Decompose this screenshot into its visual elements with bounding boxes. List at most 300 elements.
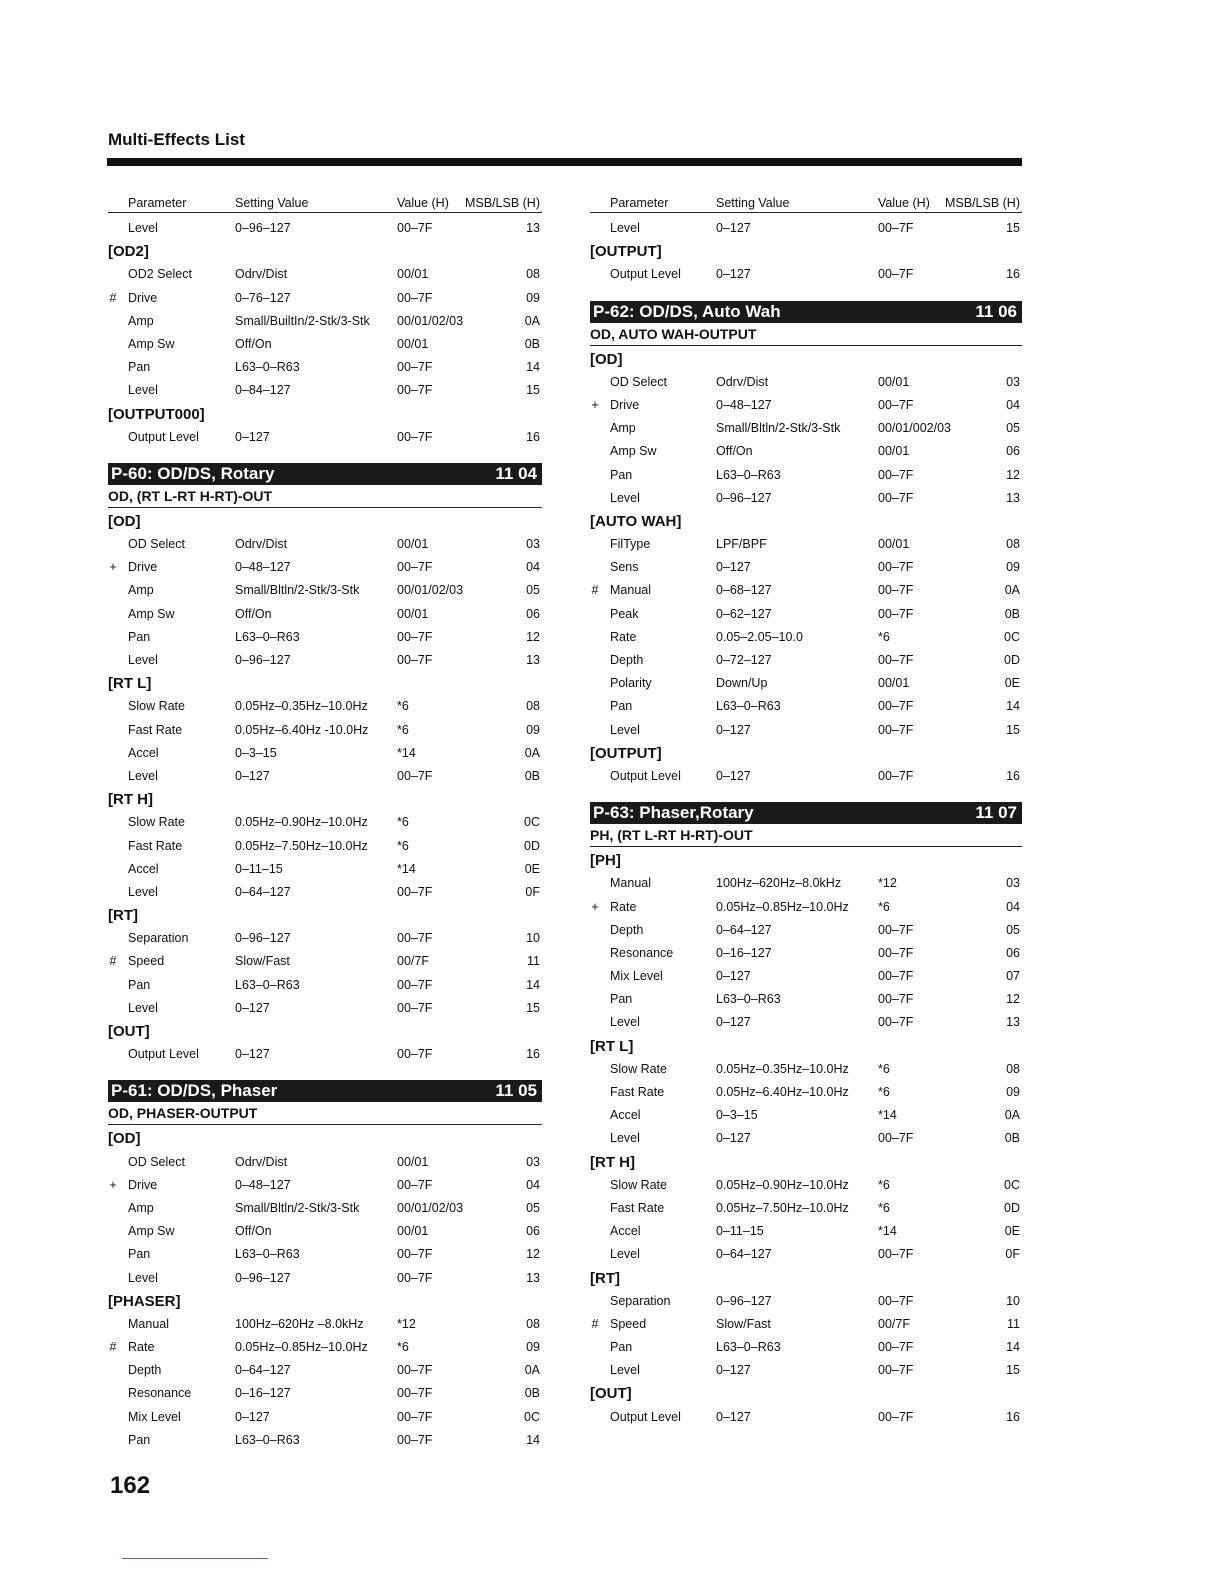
footer-rule [122,1558,268,1559]
param-name: Slow Rate [610,1061,667,1076]
param-name: Resonance [128,1386,192,1401]
setting-value: 0–96–127 [235,653,291,667]
setting-value: Off/On [235,1224,272,1239]
setting-value: Small/Bltln/2-Stk/3-Stk [235,1200,360,1215]
param-name: Level [128,653,158,667]
setting-value: 0–127 [235,1047,270,1062]
param-name: Mix Level [610,969,663,984]
msb-lsb: 04 [526,1177,540,1192]
msb-lsb: 08 [1006,537,1020,552]
param-row [590,1174,1022,1197]
value-hex: *14 [878,1224,897,1239]
group-heading: [RT] [590,1269,620,1287]
value-hex: 00–7F [397,1000,433,1015]
group-heading: [OD] [108,512,141,530]
param-table [108,263,542,402]
value-hex: 00–7F [397,977,433,992]
value-hex: 00–7F [397,768,433,783]
param-row [590,394,1022,417]
msb-lsb: 14 [526,360,540,375]
group-heading: [PHASER] [108,1292,181,1310]
msb-lsb: 11 [1007,1316,1020,1331]
param-name: Separation [610,1293,671,1308]
param-name: Amp [128,583,154,598]
param-name: Fast Rate [610,1085,665,1099]
row-mark: # [591,1316,599,1331]
msb-lsb: 0A [524,745,540,760]
param-row [108,1043,542,1066]
setting-value: 0–68–127 [716,583,772,598]
row-mark: + [591,397,599,412]
param-table [108,1151,542,1290]
patch-header-p61 [108,1080,542,1102]
param-row [108,997,542,1020]
value-hex: 00/01 [878,676,910,691]
msb-lsb: 0D [1004,653,1020,667]
patch-code: 11 06 [975,301,1017,321]
value-hex: *14 [878,1108,897,1123]
msb-lsb: 04 [1006,397,1020,412]
param-row [108,333,542,356]
column-header-setting: Setting Value [716,196,790,210]
param-table [590,371,1022,510]
row-mark: # [109,954,117,969]
setting-value: L63–0–R63 [235,360,300,375]
value-hex: 00/01 [878,537,910,552]
msb-lsb: 16 [1006,1409,1020,1424]
param-name: Pan [128,629,151,644]
setting-value: Off/On [235,336,272,351]
setting-value: 100Hz–620Hz–8.0kHz [716,876,842,891]
msb-lsb: 0E [1004,1224,1020,1239]
param-name: Accel [610,1224,641,1239]
value-hex: *6 [397,815,409,830]
value-hex: 00–7F [397,931,433,946]
setting-value: 0.05Hz–7.50Hz–10.0Hz [235,838,368,853]
row-mark: + [109,1177,117,1192]
param-row [108,1313,542,1336]
group-heading: [OUT] [590,1385,632,1403]
param-row [108,742,542,765]
value-hex: *6 [878,629,890,644]
param-name: Manual [610,583,651,598]
param-name: Level [610,722,640,737]
setting-value: Off/On [716,444,753,459]
param-name: Level [128,884,158,899]
param-row [590,1220,1022,1243]
column-header [108,190,542,213]
setting-value: 0–127 [716,560,751,575]
value-hex: 00–7F [878,1340,914,1355]
param-name: Rate [610,899,637,914]
value-hex: 00–7F [397,1409,433,1424]
param-name: Pan [128,977,151,992]
setting-value: 0–127 [716,768,751,783]
column-header-msb: MSB/LSB (H) [944,196,1020,210]
msb-lsb: 13 [526,653,540,667]
row-mark: # [109,1340,117,1355]
msb-lsb: 13 [1006,1015,1020,1030]
param-row [590,556,1022,579]
param-row [108,263,542,286]
param-row [108,835,542,858]
param-row [108,533,542,556]
param-name: Amp Sw [128,606,175,621]
param-name: Output Level [128,1047,199,1062]
group-heading: [RT H] [108,791,153,809]
param-row [590,719,1022,742]
msb-lsb: 03 [1006,374,1020,389]
routing-line: OD, (RT L-RT H-RT)-OUT [108,485,542,508]
value-hex: 00–7F [397,1047,433,1062]
group-heading: [OUT] [108,1023,150,1040]
param-row [590,1359,1022,1382]
msb-lsb: 0A [1004,1108,1020,1123]
param-table [108,695,542,788]
setting-value: Small/BuiltIn/2-Stk/3-Stk [235,313,370,328]
value-hex: 00–7F [397,221,433,235]
page-section-title: Multi-Effects List [108,130,245,149]
msb-lsb: 0C [524,815,540,830]
setting-value: L63–0–R63 [235,1432,300,1447]
param-row [108,310,542,333]
patch-name: P-61: OD/DS, Phaser [111,1081,278,1101]
param-row [590,1243,1022,1266]
msb-lsb: 09 [526,722,540,737]
setting-value: 0–11–15 [235,861,283,876]
msb-lsb: 0B [524,1386,540,1401]
value-hex: 00/01/02/03 [397,1200,464,1215]
param-name: Rate [128,1340,155,1355]
param-name: Slow Rate [128,699,185,714]
msb-lsb: 03 [526,537,540,552]
value-hex: 00/01 [397,267,429,282]
group-heading: [OUTPUT000] [108,405,205,423]
value-hex: *6 [878,899,890,914]
value-hex: 00/01 [878,374,910,389]
value-hex: 00–7F [878,1409,914,1424]
setting-value: 0–96–127 [716,1293,772,1308]
param-name: Polarity [610,676,652,691]
group-heading: [AUTO WAH] [590,512,682,530]
msb-lsb: 05 [526,583,540,598]
setting-value: Down/Up [716,676,768,691]
param-row [108,1174,542,1197]
value-hex: *6 [397,722,409,737]
msb-lsb: 09 [1006,560,1020,575]
setting-value: 0–64–127 [716,922,772,937]
param-name: Manual [128,1316,169,1331]
patch-name: P-63: Phaser,Rotary [593,803,754,823]
param-row [590,919,1022,942]
msb-lsb: 10 [1006,1293,1020,1308]
value-hex: 00/01 [878,444,910,459]
msb-lsb: 14 [1006,1340,1020,1355]
value-hex: 00–7F [397,429,433,444]
right-column [590,190,1022,1429]
value-hex: 00–7F [397,360,433,375]
value-hex: 00–7F [878,768,914,783]
param-name: Level [610,490,640,505]
setting-value: L63–0–R63 [716,467,781,482]
param-row [108,1336,542,1359]
msb-lsb: 05 [1006,922,1020,937]
row-mark: + [109,560,117,575]
param-row [590,988,1022,1011]
param-row [590,1290,1022,1313]
value-hex: 00/01 [397,537,429,552]
setting-value: 0–127 [235,768,270,783]
setting-value: 0–11–15 [716,1224,764,1239]
param-row [108,1359,542,1382]
msb-lsb: 16 [526,1047,540,1062]
value-hex: 00/7F [878,1316,910,1331]
setting-value: L63–0–R63 [716,699,781,714]
msb-lsb: 16 [1006,768,1020,783]
setting-value: 0–3–15 [716,1108,758,1123]
param-row [590,942,1022,965]
msb-lsb: 15 [1006,1363,1020,1378]
param-row [108,379,542,402]
param-name: Level [610,1247,640,1262]
param-row [108,1406,542,1429]
msb-lsb: 0B [524,768,540,783]
value-hex: 00–7F [397,629,433,644]
param-row [590,1336,1022,1359]
param-table [590,1058,1022,1151]
value-hex: *14 [397,745,416,760]
param-name: Drive [128,560,158,575]
param-name: Fast Rate [128,838,183,853]
setting-value: Slow/Fast [716,1316,771,1331]
param-row [590,626,1022,649]
msb-lsb: 0E [524,861,540,876]
param-name: Amp Sw [128,336,175,351]
setting-value: 0–16–127 [235,1386,291,1401]
header-rule [107,158,1022,166]
setting-value: 0–76–127 [235,290,291,305]
param-name: Level [610,1131,640,1146]
param-table [590,217,1022,240]
group-heading: [PH] [590,852,621,870]
setting-value: 0–127 [716,221,751,235]
param-name: Fast Rate [128,722,183,737]
param-name: Peak [610,606,639,621]
value-hex: 00–7F [878,699,914,714]
setting-value: 0–127 [235,1409,270,1424]
msb-lsb: 0C [1004,1177,1020,1192]
setting-value: 0–48–127 [235,560,291,575]
msb-lsb: 16 [526,429,540,444]
group-heading: [OD] [108,1130,141,1148]
msb-lsb: 0C [524,1409,540,1424]
setting-value: 100Hz–620Hz –8.0kHz [235,1316,364,1331]
param-row [590,1313,1022,1336]
msb-lsb: 09 [1006,1085,1020,1099]
setting-value: 0–64–127 [235,884,291,899]
group-heading: [OD] [590,350,623,368]
row-mark: + [591,899,599,914]
msb-lsb: 16 [1006,267,1020,282]
param-row [590,440,1022,463]
setting-value: L63–0–R63 [235,1247,300,1262]
param-name: Amp [610,421,636,436]
param-row [108,1382,542,1405]
param-row [108,356,542,379]
param-name: Level [610,1015,640,1030]
setting-value: 0.05Hz–7.50Hz–10.0Hz [716,1200,849,1215]
param-row [108,719,542,742]
msb-lsb: 06 [526,1224,540,1239]
param-name: Depth [610,922,644,937]
group-heading: [OUTPUT] [590,744,662,762]
setting-value: Odrv/Dist [235,537,288,552]
setting-value: Odrv/Dist [235,267,288,282]
value-hex: 00–7F [878,560,914,575]
msb-lsb: 12 [526,1247,540,1262]
value-hex: 00–7F [878,467,914,482]
setting-value: LPF/BPF [716,537,767,552]
setting-value: L63–0–R63 [235,977,300,992]
param-name: Separation [128,931,189,946]
param-name: Speed [610,1316,647,1331]
setting-value: 0.05Hz–6.40Hz–10.0Hz [716,1085,849,1099]
msb-lsb: 09 [526,1340,540,1355]
setting-value: 0–127 [235,429,270,444]
setting-value: 0–64–127 [716,1247,772,1262]
setting-value: L63–0–R63 [716,1340,781,1355]
setting-value: 0.05Hz–0.90Hz–10.0Hz [235,815,368,830]
param-table [590,872,1022,1034]
msb-lsb: 03 [526,1154,540,1169]
param-name: Pan [128,360,151,375]
param-name: Depth [610,653,644,667]
param-name: Amp [128,1200,154,1215]
param-row [590,579,1022,602]
msb-lsb: 14 [526,1432,540,1447]
param-row [590,603,1022,626]
msb-lsb: 11 [527,954,540,969]
param-row [590,695,1022,718]
value-hex: 00–7F [878,922,914,937]
column-header-value: Value (H) [878,196,930,210]
value-hex: 00–7F [878,221,914,235]
param-table [590,765,1022,788]
param-row [108,1197,542,1220]
row-mark: # [109,290,117,305]
param-row [590,417,1022,440]
param-table [108,1043,542,1066]
patch-name: P-62: OD/DS, Auto Wah [593,301,781,321]
param-name: OD Select [128,537,185,552]
msb-lsb: 06 [1006,444,1020,459]
msb-lsb: 14 [1006,699,1020,714]
param-name: Amp Sw [610,444,657,459]
setting-value: 0–96–127 [235,221,291,235]
column-header-value: Value (H) [397,196,449,210]
routing-line: OD, PHASER-OUTPUT [108,1102,542,1125]
msb-lsb: 12 [526,629,540,644]
msb-lsb: 08 [526,1316,540,1331]
group-heading: [RT H] [590,1153,635,1171]
value-hex: *6 [878,1177,890,1192]
param-name: Slow Rate [128,815,185,830]
value-hex: *6 [397,1340,409,1355]
setting-value: Small/Bltln/2-Stk/3-Stk [235,583,360,598]
setting-value: 0–127 [716,722,751,737]
msb-lsb: 15 [526,1000,540,1015]
param-name: Output Level [610,768,681,783]
value-hex: 00–7F [397,290,433,305]
value-hex: 00/01 [397,1224,429,1239]
setting-value: 0–127 [716,1131,751,1146]
param-row [108,974,542,997]
page-number: 162 [110,1472,151,1499]
param-name: Rate [610,629,637,644]
msb-lsb: 0B [1004,606,1020,621]
param-name: Manual [610,876,651,891]
setting-value: 0–48–127 [716,397,772,412]
value-hex: 00–7F [878,1131,914,1146]
value-hex: 00–7F [878,267,914,282]
msb-lsb: 0A [1004,583,1020,598]
msb-lsb: 06 [1006,945,1020,960]
param-name: Sens [610,560,639,575]
value-hex: 00–7F [878,606,914,621]
param-name: Slow Rate [610,1177,667,1192]
param-table [108,426,542,449]
setting-value: 0.05Hz–0.85Hz–10.0Hz [716,899,849,914]
setting-value: 0–127 [716,1409,751,1424]
setting-value: 0–96–127 [716,490,772,505]
param-name: Accel [610,1108,641,1123]
param-row [108,217,542,240]
value-hex: *14 [397,861,416,876]
msb-lsb: 0E [1004,676,1020,691]
value-hex: 00/01 [397,606,429,621]
msb-lsb: 07 [1006,969,1020,984]
msb-lsb: 0A [524,313,540,328]
param-row [590,1058,1022,1081]
value-hex: 00/01/02/03 [397,583,464,598]
value-hex: *6 [878,1085,890,1099]
setting-value: Small/Bltln/2-Stk/3-Stk [716,421,841,436]
group-heading: [RT L] [590,1037,634,1055]
patch-header-p60 [108,463,542,485]
patch-code: 11 04 [495,463,537,483]
group-heading: [OD2] [108,243,149,261]
setting-value: 0–16–127 [716,945,772,960]
param-row [108,858,542,881]
msb-lsb: 12 [1006,467,1020,482]
msb-lsb: 10 [526,931,540,946]
value-hex: 00–7F [878,583,914,598]
setting-value: Off/On [235,606,272,621]
value-hex: 00–7F [878,397,914,412]
param-row [590,263,1022,286]
param-name: OD2 Select [128,267,192,282]
patch-name: P-60: OD/DS, Rotary [111,463,275,483]
value-hex: 00–7F [397,1270,433,1285]
param-table [108,927,542,1020]
value-hex: 00–7F [878,722,914,737]
value-hex: 00–7F [878,1293,914,1308]
param-name: Mix Level [128,1409,181,1424]
param-table [590,533,1022,742]
value-hex: *12 [878,876,897,891]
value-hex: 00/01 [397,1154,429,1169]
param-name: Amp Sw [128,1224,175,1239]
